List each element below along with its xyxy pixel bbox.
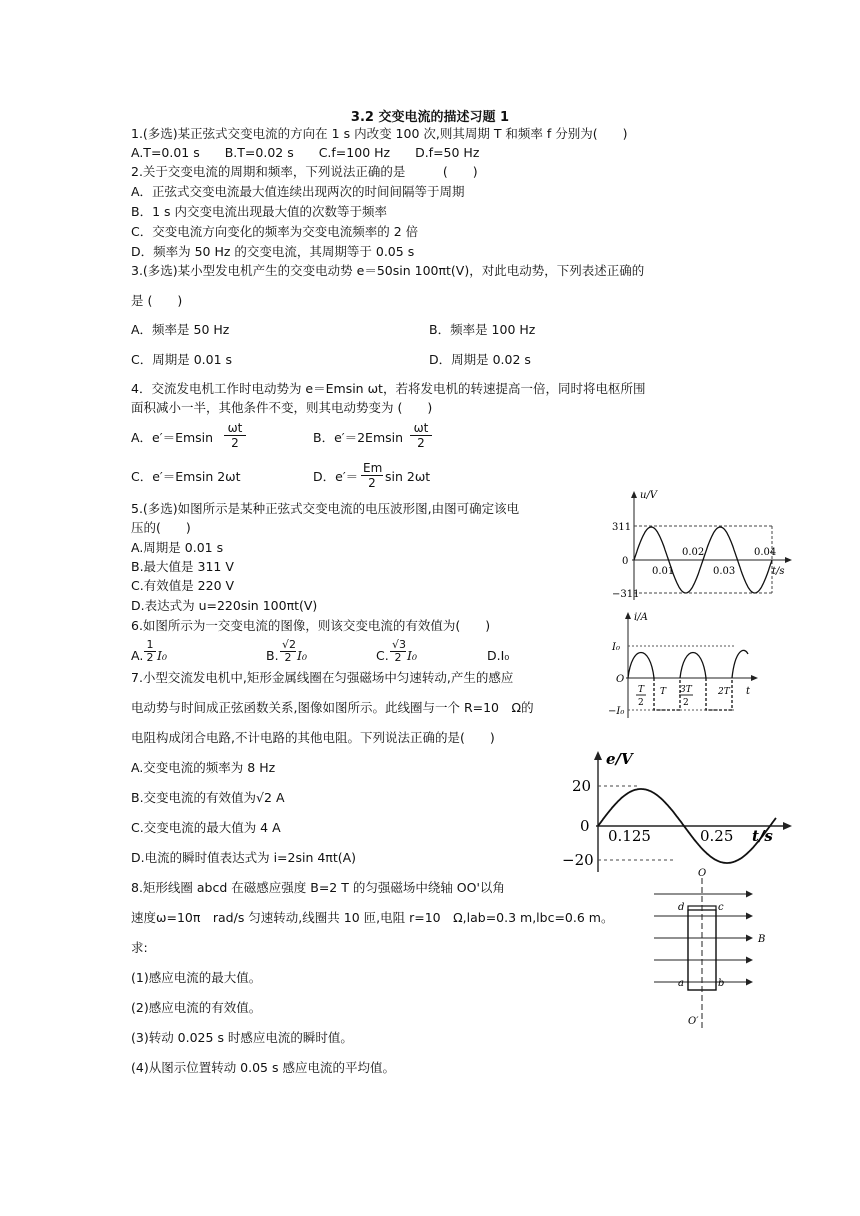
q8-diagram-o-bottom: O′ bbox=[688, 1016, 699, 1027]
q6-option-c-prefix: C. bbox=[376, 648, 389, 663]
q7-graph-ymin: −20 bbox=[562, 851, 594, 869]
q5-graph-ymax: 311 bbox=[612, 522, 632, 533]
q2-option-c: C．交变电流方向变化的频率为交变电流频率的 2 倍 bbox=[131, 224, 419, 239]
q4-option-a: A．e′＝Emsin bbox=[131, 430, 214, 445]
q6-graph-two-t: 2T bbox=[718, 687, 730, 697]
q4-option-b: B．e′＝2Emsin bbox=[313, 430, 404, 445]
q7-graph-xlabel: t/s bbox=[752, 827, 773, 845]
q3-option-b: B．频率是 100 Hz bbox=[429, 322, 536, 337]
q5-graph-xlabel: t/s bbox=[772, 566, 785, 577]
q7-option-c: C.交变电流的最大值为 4 A bbox=[131, 820, 281, 835]
q6-graph-three-t-num: 3T bbox=[680, 685, 692, 695]
q5-stem-line2: 压的( ) bbox=[131, 520, 191, 535]
q5-option-d: D.表达式为 u=220sin 100πt(V) bbox=[131, 598, 318, 613]
q4-option-d-fraction: $\frac{Em}{2}$ bbox=[363, 461, 383, 490]
q8-stem-line2: 速度ω=10π rad/s 匀速转动,线圈共 10 匝,电阻 r=10 Ω,lab=0.3 m,lbc=0.6 m。 bbox=[131, 910, 614, 925]
q8-diagram-b: b bbox=[718, 978, 725, 989]
q2-option-d: D．频率为 50 Hz 的交变电流，其周期等于 0.05 s bbox=[131, 244, 415, 259]
q6-option-a-fraction: $\frac{1}{2}$ bbox=[144, 639, 156, 664]
q1-options: A.T=0.01 s B.T=0.02 s C.f=100 Hz D.f=50 Hz bbox=[131, 145, 480, 160]
q5-graph-t4: 0.04 bbox=[754, 547, 777, 558]
q5-graph-t2: 0.02 bbox=[682, 547, 705, 558]
q7-option-a: A.交变电流的频率为 8 Hz bbox=[131, 760, 276, 775]
q4-option-c: C．e′＝Emsin 2ωt bbox=[131, 469, 241, 484]
q8-part-3: (3)转动 0.025 s 时感应电流的瞬时值。 bbox=[131, 1030, 353, 1045]
q6-graph-imin: −I₀ bbox=[608, 706, 625, 717]
q5-graph-t1: 0.01 bbox=[652, 566, 675, 577]
q6-current-graph bbox=[608, 608, 760, 720]
q4-stem-line1: 4．交流发电机工作时电动势为 e＝Emsin ωt，若将发电机的转速提高一倍，同时将电枢所围 bbox=[131, 381, 646, 396]
q7-stem-line2: 电动势与时间成正弦函数关系,图像如图所示。此线圈与一个 R=10 Ω的 bbox=[131, 700, 534, 715]
q3-stem-line1: 3.(多选)某小型发电机产生的交变电动势 e＝50sin 100πt(V)，对此电动势，下列表述正确的 bbox=[131, 263, 645, 278]
q7-graph-ylabel: e/V bbox=[606, 750, 633, 768]
q6-option-a-prefix: A. bbox=[131, 648, 144, 663]
q4-stem-line2: 面积减小一半，其他条件不变，则其电动势变为 ( ) bbox=[131, 400, 433, 415]
q5-graph-ylabel: u/V bbox=[640, 490, 658, 501]
q7-graph-t2: 0.25 bbox=[700, 827, 734, 845]
q8-diagram-a: a bbox=[678, 978, 684, 989]
q6-graph-origin: O bbox=[616, 674, 625, 685]
q4-option-b-fraction: $\frac{\omega t}{2}$ bbox=[410, 421, 432, 450]
q6-option-c-fraction: $\frac{√3}{2}$ bbox=[392, 638, 407, 664]
q3-option-a: A．频率是 50 Hz bbox=[131, 322, 230, 337]
q6-option-a-tail: I₀ bbox=[157, 648, 167, 663]
q5-stem-line1: 5.(多选)如图所示是某种正弦式交变电流的电压波形图,由图可确定该电 bbox=[131, 501, 520, 516]
q7-graph-ymax: 20 bbox=[572, 777, 592, 795]
q8-coil-diagram bbox=[652, 866, 772, 1030]
q7-graph-t1: 0.125 bbox=[608, 827, 651, 845]
q4-option-a-fraction: $\frac{\omega t}{2}$ bbox=[224, 421, 246, 450]
q5-option-a: A.周期是 0.01 s bbox=[131, 540, 224, 555]
q6-option-b-fraction: $\frac{√2}{2}$ bbox=[282, 638, 297, 664]
q5-graph-origin: 0 bbox=[622, 556, 629, 567]
q3-option-c: C．周期是 0.01 s bbox=[131, 352, 233, 367]
q6-graph-half-t-den: 2 bbox=[638, 698, 644, 708]
q6-option-b-prefix: B. bbox=[266, 648, 279, 663]
q8-diagram-field-label: B bbox=[758, 934, 766, 945]
page-title: 3.2 交变电流的描述习题 1 bbox=[350, 110, 510, 125]
q7-stem-line1: 7.小型交流发电机中,矩形金属线圈在匀强磁场中匀速转动,产生的感应 bbox=[131, 670, 514, 685]
q8-diagram-c: c bbox=[718, 902, 724, 913]
q8-stem-line3: 求: bbox=[131, 940, 148, 955]
q3-stem-line2: 是 ( ) bbox=[131, 293, 183, 308]
q8-part-1: (1)感应电流的最大值。 bbox=[131, 970, 262, 985]
q1-stem: 1.(多选)某正弦式交变电流的方向在 1 s 内改变 100 次,则其周期 T 和频率 f 分别为( ) bbox=[131, 126, 628, 141]
q5-option-b: B.最大值是 311 V bbox=[131, 559, 234, 574]
q6-option-c-tail: I₀ bbox=[407, 648, 417, 663]
q7-option-d: D.电流的瞬时值表达式为 i=2sin 4πt(A) bbox=[131, 850, 357, 865]
q6-option-b-tail: I₀ bbox=[297, 648, 307, 663]
q8-part-4: (4)从图示位置转动 0.05 s 感应电流的平均值。 bbox=[131, 1060, 395, 1075]
q6-graph-three-t-den: 2 bbox=[683, 698, 689, 708]
q6-graph-t: T bbox=[660, 687, 667, 697]
q2-option-a: A．正弦式交变电流最大值连续出现两次的时间间隔等于周期 bbox=[131, 184, 465, 199]
q6-graph-xlabel: t bbox=[746, 686, 751, 697]
q5-voltage-graph bbox=[612, 488, 794, 604]
q6-graph-imax: I₀ bbox=[612, 642, 620, 653]
q5-option-c: C.有效值是 220 V bbox=[131, 578, 235, 593]
q5-graph-ymin: −311 bbox=[612, 589, 640, 600]
q2-stem: 2.关于交变电流的周期和频率，下列说法正确的是 ( ) bbox=[131, 164, 478, 179]
q4-option-d-tail: sin 2ωt bbox=[385, 469, 431, 484]
q5-graph-t3: 0.03 bbox=[713, 566, 736, 577]
q7-graph-origin: 0 bbox=[580, 817, 590, 835]
q8-diagram-o-top: O bbox=[698, 868, 707, 879]
q3-option-d: D．周期是 0.02 s bbox=[429, 352, 531, 367]
q7-option-b: B.交变电流的有效值为√2 A bbox=[131, 790, 285, 805]
q6-stem: 6.如图所示为一交变电流的图像，则该交变电流的有效值为( ) bbox=[131, 618, 491, 633]
q6-graph-half-t-num: T bbox=[638, 685, 645, 695]
q7-stem-line3: 电阻构成闭合电路,不计电路的其他电阻。下列说法正确的是( ) bbox=[131, 730, 495, 745]
q8-stem-line1: 8.矩形线圈 abcd 在磁感应强度 B=2 T 的匀强磁场中绕轴 OO'以角 bbox=[131, 880, 505, 895]
q2-option-b: B．1 s 内交变电流出现最大值的次数等于频率 bbox=[131, 204, 387, 219]
q6-graph-ylabel: i/A bbox=[634, 612, 648, 623]
q8-diagram-d: d bbox=[678, 902, 685, 913]
q8-part-2: (2)感应电流的有效值。 bbox=[131, 1000, 262, 1015]
q7-emf-graph bbox=[560, 748, 800, 874]
q4-option-d: D．e′＝ bbox=[313, 469, 359, 484]
q6-option-d: D.I₀ bbox=[487, 648, 510, 663]
